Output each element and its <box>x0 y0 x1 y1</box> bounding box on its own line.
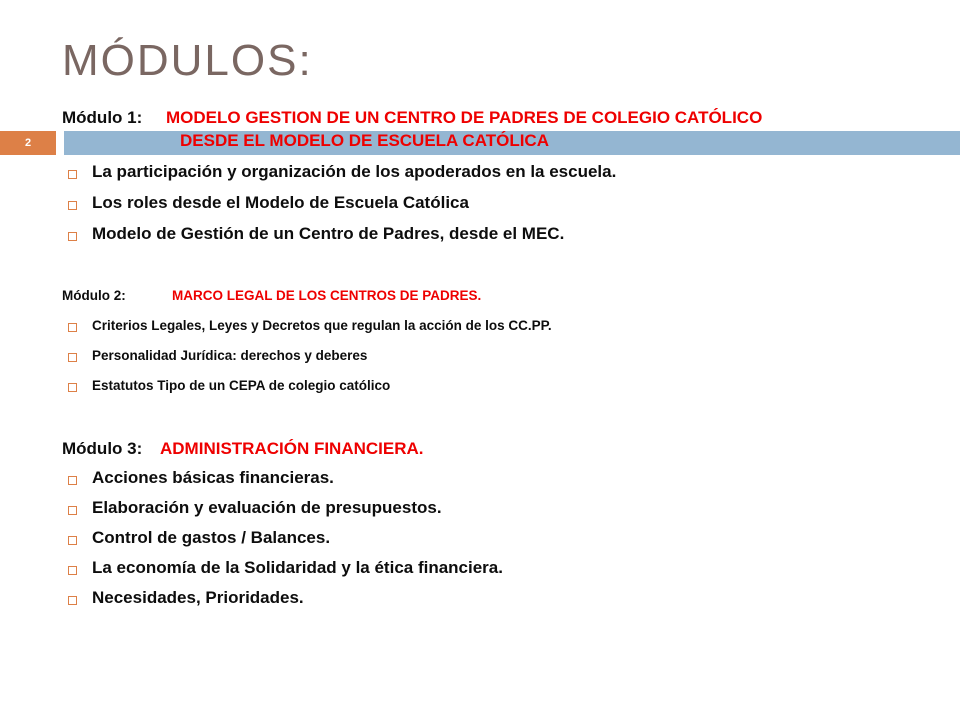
module-2-item: Criterios Legales, Leyes y Decretos que regulan la acción de los CC.PP. <box>92 318 552 333</box>
module-2-item: Estatutos Tipo de un CEPA de colegio católico <box>92 378 391 393</box>
slide-title: MÓDULOS: <box>62 36 313 85</box>
square-bullet-icon <box>68 323 77 332</box>
square-bullet-icon <box>68 596 77 605</box>
square-bullet-icon <box>68 201 77 210</box>
module-2-item: Personalidad Jurídica: derechos y deberes <box>92 348 368 363</box>
module-3-label: Módulo 3: <box>62 439 143 458</box>
module-1-label: Módulo 1: <box>62 108 143 127</box>
square-bullet-icon <box>68 232 77 241</box>
square-bullet-icon <box>68 353 77 362</box>
square-bullet-icon <box>68 566 77 575</box>
square-bullet-icon <box>68 536 77 545</box>
square-bullet-icon <box>68 170 77 179</box>
square-bullet-icon <box>68 383 77 392</box>
module-3-heading: ADMINISTRACIÓN FINANCIERA. <box>160 439 424 458</box>
square-bullet-icon <box>68 476 77 485</box>
module-1-item: La participación y organización de los apoderados en la escuela. <box>92 162 617 181</box>
module-3-item: La economía de la Solidaridad y la ética financiera. <box>92 558 503 577</box>
module-2-heading: MARCO LEGAL DE LOS CENTROS DE PADRES. <box>172 288 482 303</box>
module-1-item: Modelo de Gestión de un Centro de Padres, desde el MEC. <box>92 224 565 243</box>
module-1-heading-line2: DESDE EL MODELO DE ESCUELA CATÓLICA <box>180 131 549 150</box>
module-3-item: Necesidades, Prioridades. <box>92 588 304 607</box>
square-bullet-icon <box>68 506 77 515</box>
module-3-item: Elaboración y evaluación de presupuestos. <box>92 498 442 517</box>
page-number: 2 <box>0 131 56 155</box>
module-1-heading-line1: MODELO GESTION DE UN CENTRO DE PADRES DE COLEGIO CATÓLICO <box>166 108 763 127</box>
module-3-item: Control de gastos / Balances. <box>92 528 331 547</box>
module-2-label: Módulo 2: <box>62 288 126 303</box>
module-3-item: Acciones básicas financieras. <box>92 468 334 487</box>
module-1-item: Los roles desde el Modelo de Escuela Católica <box>92 193 469 212</box>
